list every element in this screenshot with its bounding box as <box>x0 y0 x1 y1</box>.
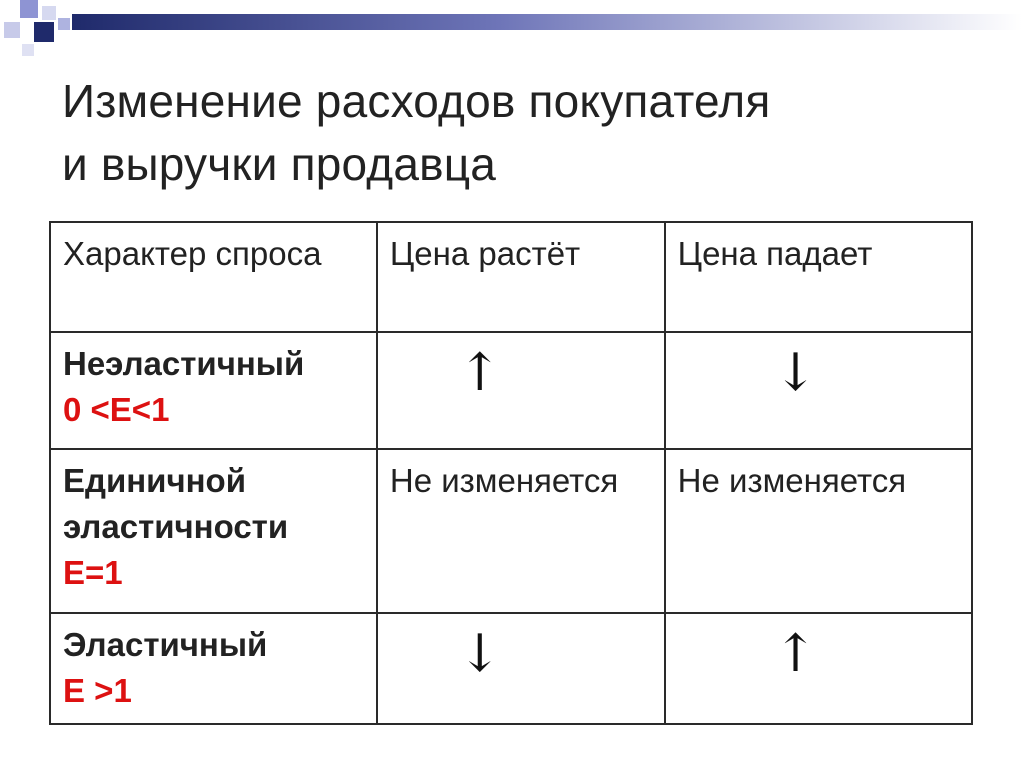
header-cell-price-falls: Цена падает <box>665 222 972 332</box>
elasticity-table <box>49 221 973 725</box>
price-down-cell <box>665 613 972 724</box>
row-label-line-2: эластичности <box>63 508 289 545</box>
elasticity-condition: 0 <E<1 <box>63 391 170 428</box>
decorative-header <box>0 0 1024 60</box>
elasticity-condition: E=1 <box>63 554 123 591</box>
row-label-line-1: Единичной <box>63 462 246 499</box>
table-row-inelastic <box>50 332 972 449</box>
arrow-down-icon: ↓ <box>457 624 502 684</box>
arrow-up-icon: ↑ <box>773 624 818 684</box>
header-cell-price-rises: Цена растёт <box>377 222 665 332</box>
title-line-1: Изменение расходов покупателя <box>62 75 771 127</box>
elasticity-condition: E >1 <box>63 672 132 709</box>
price-down-cell: Не изменяется <box>665 449 972 613</box>
price-up-cell: Не изменяется <box>377 449 665 613</box>
row-label-cell <box>50 449 377 613</box>
table-header-row <box>50 222 972 332</box>
header-cell-demand-type: Характер спроса <box>50 222 377 332</box>
row-label-cell <box>50 613 377 724</box>
price-down-cell <box>665 332 972 449</box>
price-up-cell <box>377 332 665 449</box>
row-label-cell <box>50 332 377 449</box>
title-line-2: и выручки продавца <box>62 138 497 190</box>
row-label: Неэластичный <box>63 345 305 382</box>
table-row-elastic <box>50 613 972 724</box>
table-row-unit-elastic <box>50 449 972 613</box>
arrow-down-icon: ↓ <box>773 343 818 403</box>
price-up-cell <box>377 613 665 724</box>
slide-title <box>62 70 992 196</box>
decorative-squares <box>0 0 1024 60</box>
row-label: Эластичный <box>63 626 268 663</box>
arrow-up-icon: ↑ <box>457 343 502 403</box>
